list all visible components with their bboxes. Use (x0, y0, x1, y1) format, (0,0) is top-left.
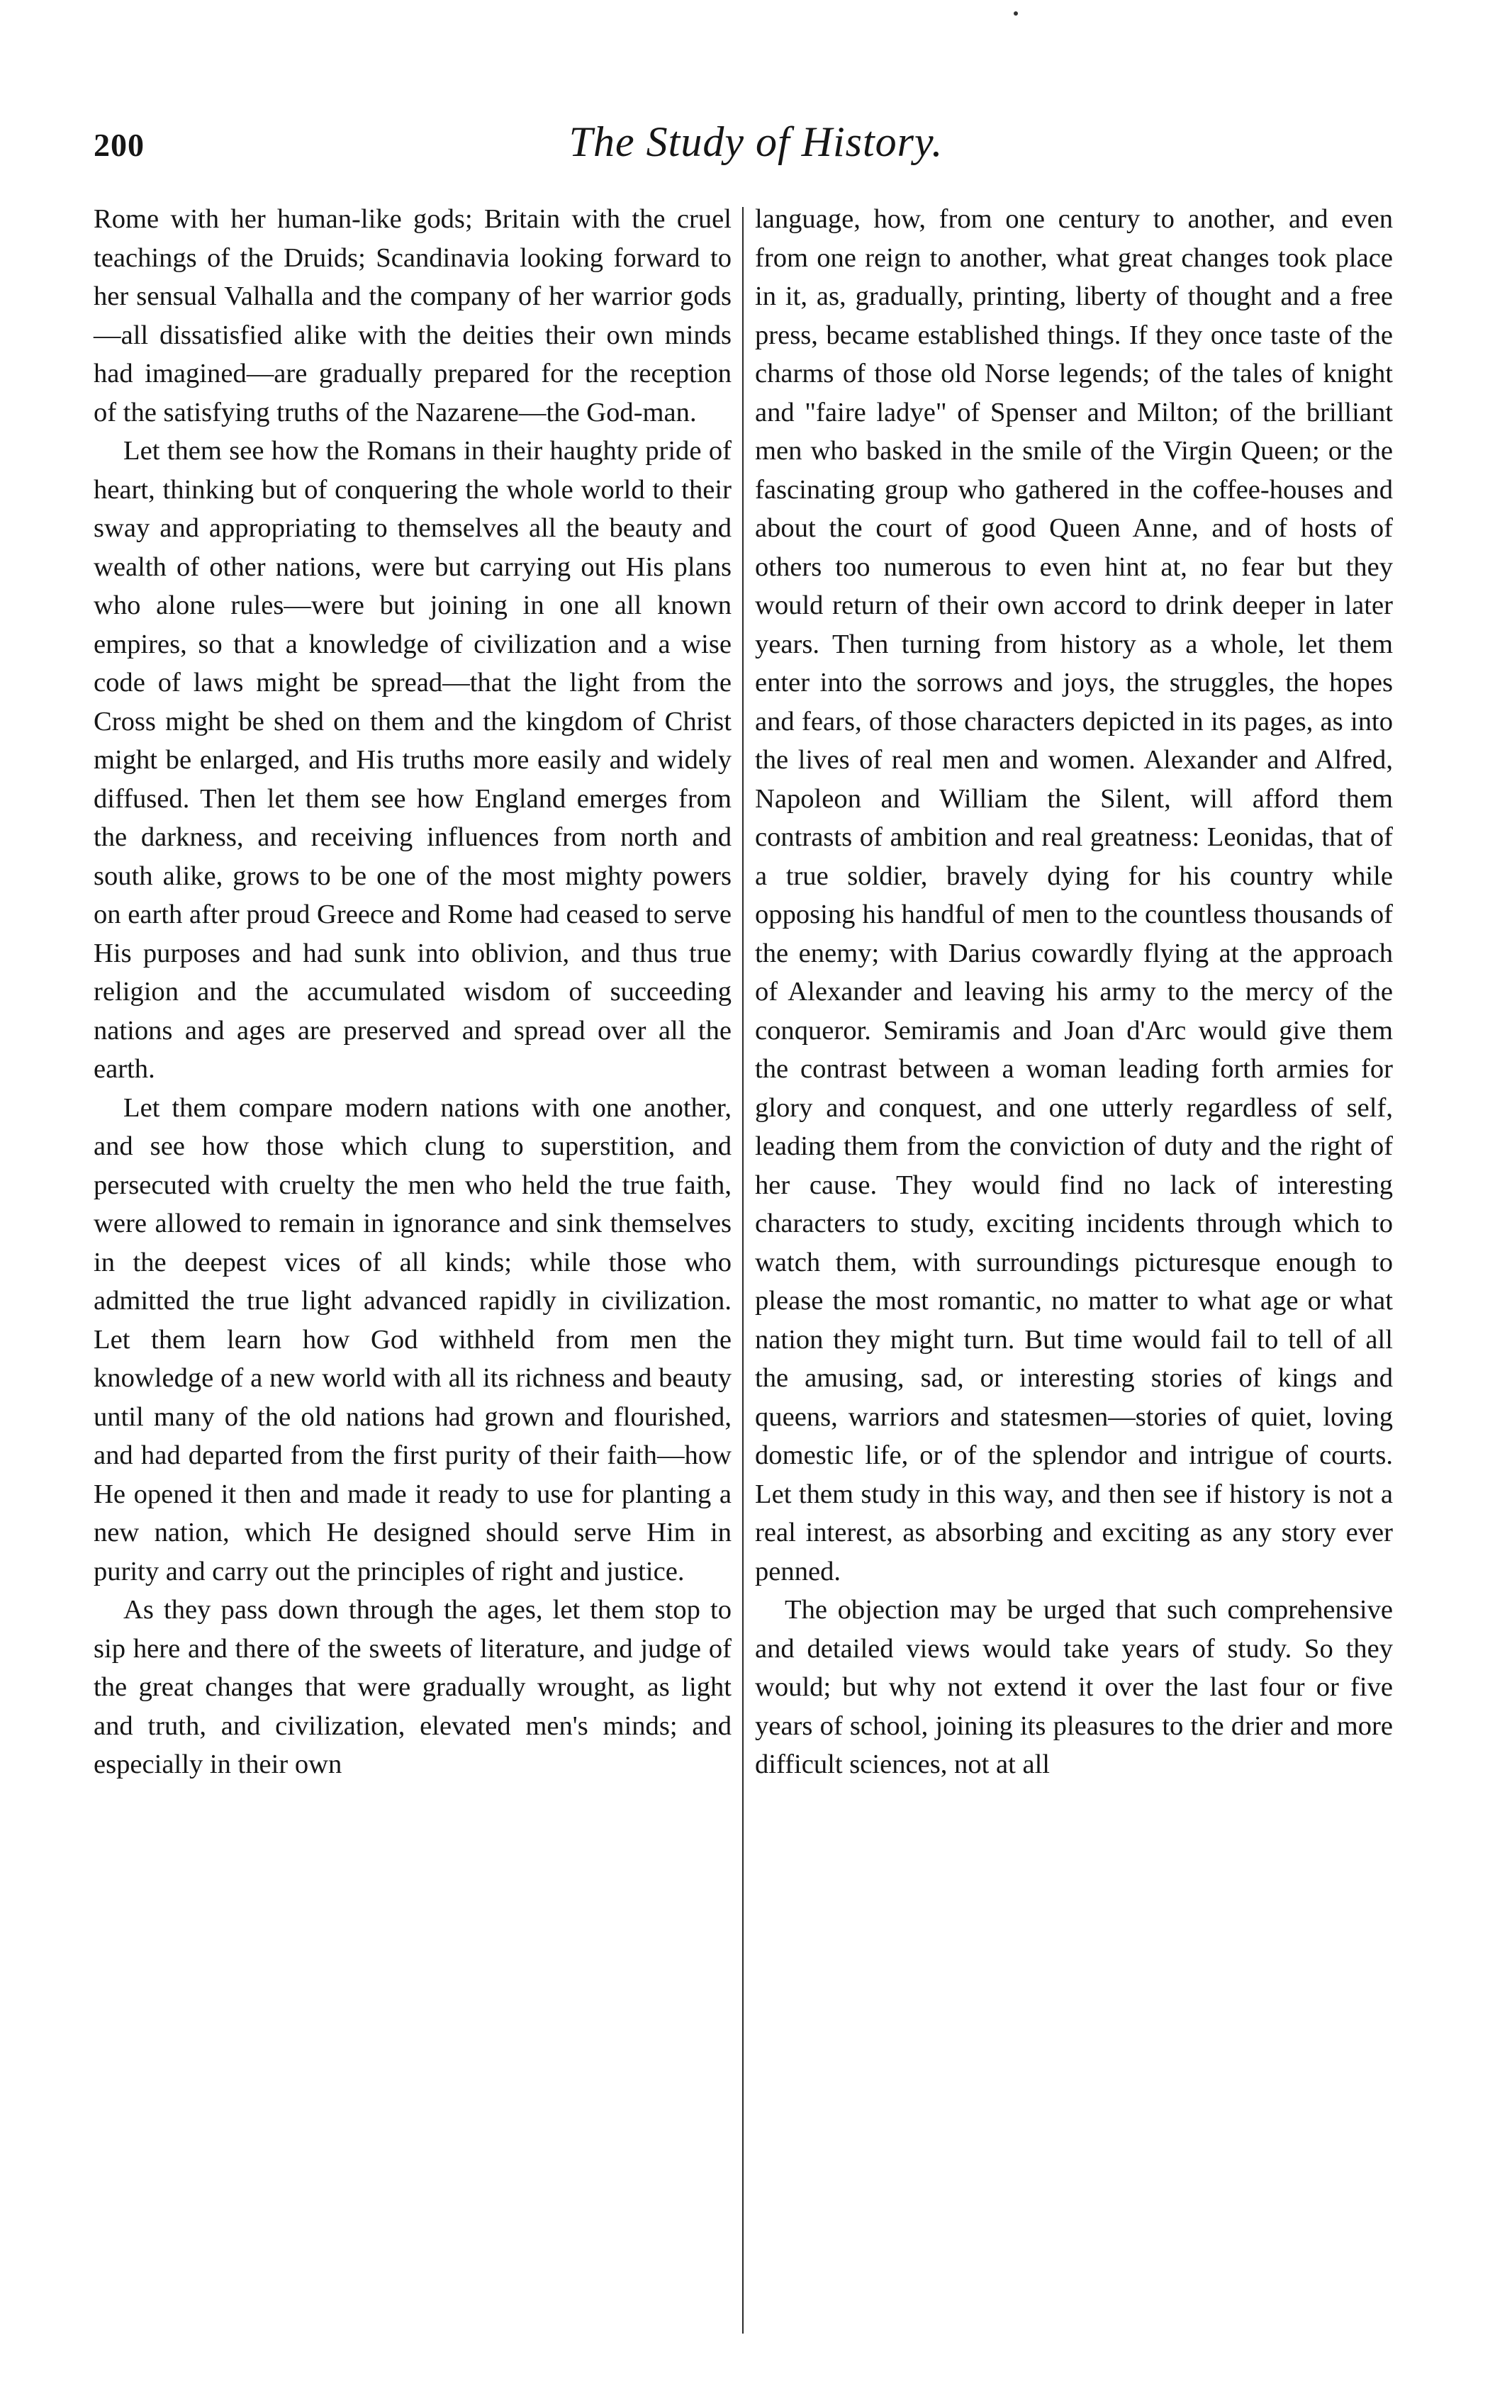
right-column (755, 200, 1393, 1784)
column-divider (742, 207, 744, 2334)
paragraph: Let them see how the Romans in their haughty pride of heart, thinking but of conquering the whole world to their sway and appropriating to themselves all the beauty and wealth of other nations, were but carrying out His plans who alone rules—were but joining in one all known empires, so that a knowledge of civilization and a wise code of laws might be spread—that the light from the Cross might be shed on them and the kingdom of Christ might be enlarged, and His truths more easily and widely diffused. Then let them see how England emerges from the darkness, and receiving influences from north and south alike, grows to be one of the most mighty powers on earth after proud Greece and Rome had ceased to serve His purposes and had sunk into oblivion, and thus true religion and the accumulated wisdom of succeeding nations and ages are preserved and spread over all the earth. (94, 436, 732, 1084)
paragraph: Rome with her human-like gods; Britain with the cruel teachings of the Druids; Scandinavia looking forward to her sensual Valhalla and the company of her warrior gods—all dissatisfied alike with the deities their own minds had imagined—are gradually prepared for the reception of the satisfying truths of the Nazarene—the God-man. (94, 204, 732, 427)
paragraph: As they pass down through the ages, let them stop to sip here and there of the sweets of literature, and judge of the great changes that were gradually wrought, as light and truth, and civilization, elevated men's minds; and especially in their own (94, 1595, 732, 1779)
page-number: 200 (94, 127, 145, 163)
left-column (94, 200, 732, 1784)
paragraph: language, how, from one century to another, and even from one reign to another, what great changes took place in it, as, gradually, printing, liberty of thought and a free press, became established things. If they once taste of the charms of those old Norse legends; of the tales of knight and "faire ladye" of Spenser and Milton; of the brilliant men who basked in the smile of the Virgin Queen; or the fascinating group who gathered in the coffee-houses and about the court of good Queen Anne, and of hosts of others too numerous to even hint at, no fear but they would return of their own accord to drink deeper in later years. Then turning from history as a whole, let them enter into the sorrows and joys, the struggles, the hopes and fears, of those characters depicted in its pages, as into the lives of real men and women. Alexander and Alfred, Napoleon and William the Silent, will afford them contrasts of ambition and real greatness: Leonidas, that of a true soldier, bravely dying for his country while opposing his handful of men to the countless thousands of the enemy; with Darius cowardly flying at the approach of Alexander and leaving his army to the mercy of the conqueror. Semiramis and Joan d'Arc would give them the contrast between a woman leading forth armies for glory and conquest, and one utterly regardless of self, leading them from the conviction of duty and the right of her cause. They would find no lack of interesting characters to study, exciting incidents through which to watch them, with surroundings picturesque enough to please the most romantic, no matter to what age or what nation they might turn. But time would fail to tell of all the amusing, sad, or interesting stories of kings and queens, warriors and statesmen—stories of quiet, loving domestic life, or of the splendor and intrigue of courts. Let them study in this way, and then see if history is not a real interest, as absorbing and exciting as any story ever penned. (755, 204, 1393, 1586)
running-head: The Study of History. (569, 118, 943, 165)
paragraph: The objection may be urged that such comprehensive and detailed views would take years of study. So they would; but why not extend it over the last four or five years of school, joining its pleasures to the drier and more difficult sciences, not at all (755, 1595, 1393, 1779)
ink-speck (1014, 11, 1018, 16)
paragraph: Let them compare modern nations with one another, and see how those which clung to superstition, and persecuted with cruelty the men who held the true faith, were allowed to remain in ignorance and sink themselves in the deepest vices of all kinds; while those who admitted the true light advanced rapidly in civilization. Let them learn how God withheld from men the knowledge of a new world with all its richness and beauty until many of the old nations had grown and flourished, and had departed from the first purity of their faith—how He opened it then and made it ready to use for planting a new nation, which He designed should serve Him in purity and carry out the principles of right and justice. (94, 1092, 732, 1586)
